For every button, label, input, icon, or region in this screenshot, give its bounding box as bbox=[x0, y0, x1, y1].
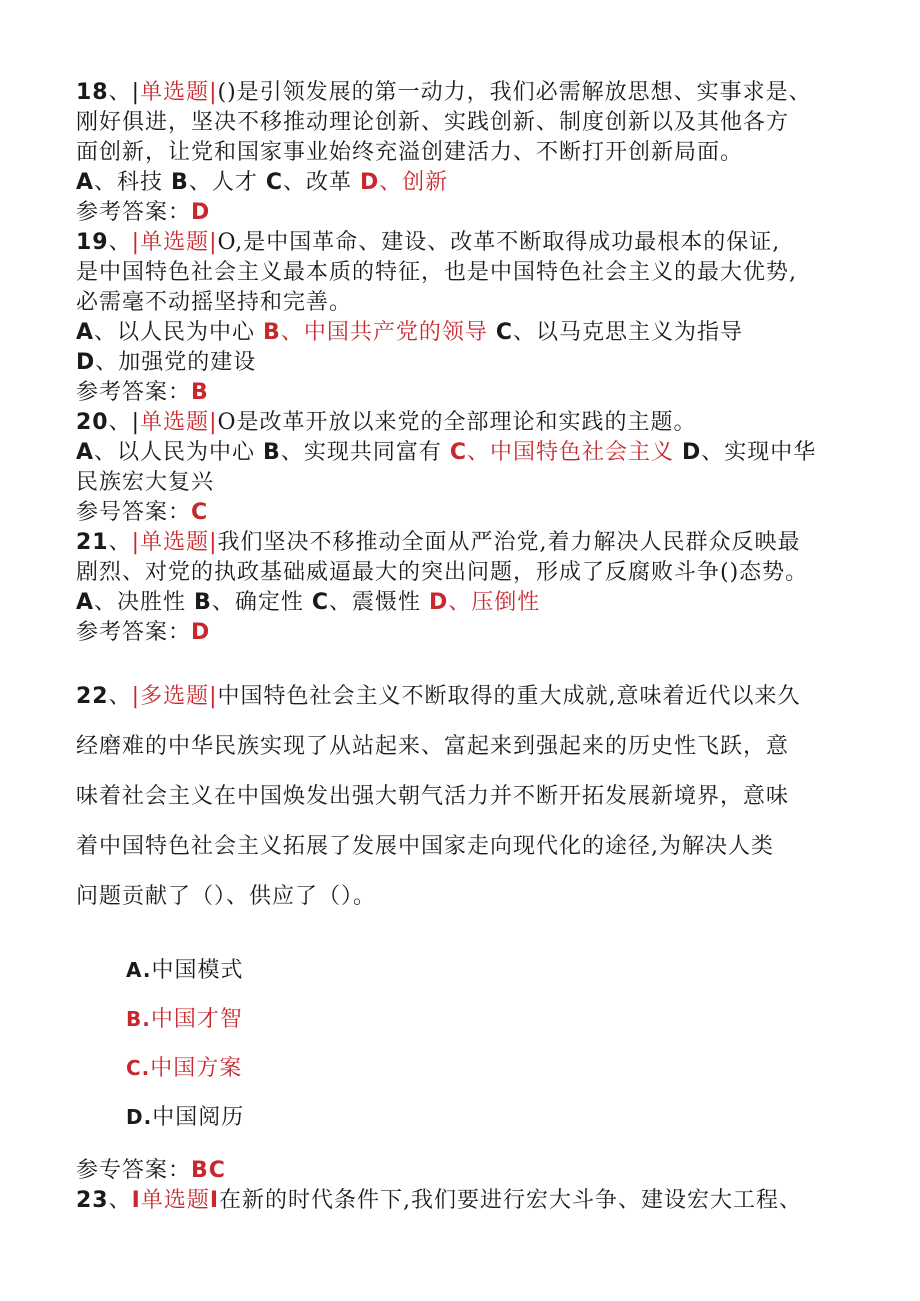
question-line: 19、|单选题|O,是中国革命、建设、改革不断取得成功最根本的保证, bbox=[76, 230, 781, 255]
question-line: 着中国特色社会主义拓展了发展中国家走向现代化的途径,为解决人类 bbox=[76, 834, 774, 859]
option-item: A.中国模式 bbox=[126, 958, 244, 983]
question-line: 20、|单选题|O是改革开放以来党的全部理论和实践的主题。 bbox=[76, 410, 697, 435]
question-text: 在新的时代条件下,我们要进行宏大斗争、建设宏大工程、 bbox=[219, 1188, 803, 1213]
options-list bbox=[76, 946, 866, 1142]
answer-value: BC bbox=[191, 1158, 226, 1183]
question-number: 20 bbox=[76, 410, 109, 435]
correct-option-label: C bbox=[449, 440, 467, 465]
correct-option-text: 、中国特色社会主义 bbox=[467, 440, 675, 465]
answer-value: B bbox=[191, 380, 209, 405]
question-line: 必需毫不动摇坚持和完善。 bbox=[76, 290, 353, 315]
question-line: 18、|单选题|()是引领发展的第一动力，我们必需解放思想、实事求是、 bbox=[76, 80, 812, 105]
answer-line: 参考答案：B bbox=[76, 380, 209, 405]
answer-line: 参考答案：D bbox=[76, 620, 211, 645]
options-line: A、以人民为中心 B、中国共产党的领导 C、以马克思主义为指导 bbox=[76, 320, 744, 345]
question-line: 23、I单选题I在新的时代条件下,我们要进行宏大斗争、建设宏大工程、 bbox=[76, 1188, 803, 1213]
question-text: 中国特色社会主义不断取得的重大成就,意味着近代以来久 bbox=[217, 684, 801, 709]
option-item: D.中国阅历 bbox=[126, 1105, 245, 1130]
question-line: 22、|多选题|中国特色社会主义不断取得的重大成就,意味着近代以来久 bbox=[76, 684, 801, 709]
question-line: 经磨难的中华民族实现了从站起来、富起来到强起来的历史性飞跃，意 bbox=[76, 734, 790, 759]
question-line: 问题贡献了（）、供应了（）。 bbox=[76, 884, 377, 909]
question-20 bbox=[76, 408, 866, 528]
answer-value: D bbox=[191, 200, 211, 225]
question-line: 剧烈、对党的执政基础威逼最大的突出问题，形成了反腐败斗争()态势。 bbox=[76, 560, 809, 585]
correct-option-label: D bbox=[429, 590, 449, 615]
answer-value: C bbox=[191, 500, 209, 525]
option-item-correct: B.中国才智 bbox=[126, 1007, 243, 1032]
question-22 bbox=[76, 672, 866, 922]
question-text: O,是中国革命、建设、改革不断取得成功最根本的保证, bbox=[217, 230, 781, 255]
question-23 bbox=[76, 1186, 866, 1216]
correct-option-label: D bbox=[360, 170, 380, 195]
correct-option-text: 、中国共产党的领导 bbox=[280, 320, 488, 345]
question-line: 是中国特色社会主义最本质的特征，也是中国特色社会主义的最大优势, bbox=[76, 260, 797, 285]
question-text: ()是引领发展的第一动力，我们必需解放思想、实事求是、 bbox=[217, 80, 812, 105]
question-type-tag: 多选题 bbox=[140, 684, 210, 709]
correct-option-label: B bbox=[263, 320, 281, 345]
answer-value: D bbox=[191, 620, 211, 645]
options-line: A、科技 B、人才 C、改革 D、创新 bbox=[76, 170, 449, 195]
question-line: 味着社会主义在中国焕发出强大朝气活力并不断开拓发展新境界，意味 bbox=[76, 784, 790, 809]
question-line: 刚好俱进，坚决不移推动理论创新、实践创新、制度创新以及其他各方 bbox=[76, 110, 790, 135]
question-line: 21、|单选题|我们坚决不移推动全面从严治党,着力解决人民群众反映最 bbox=[76, 530, 801, 555]
question-type-tag: 单选题 bbox=[140, 80, 210, 105]
question-type-tag: 单选题 bbox=[140, 230, 210, 255]
question-type-tag: 单选题 bbox=[140, 410, 210, 435]
question-18 bbox=[76, 78, 866, 228]
document-page bbox=[76, 78, 866, 1216]
options-line: A、决胜性 B、确定性 C、震慑性 D、压倒性 bbox=[76, 590, 541, 615]
question-text: O是改革开放以来党的全部理论和实践的主题。 bbox=[217, 410, 697, 435]
question-number: 18 bbox=[76, 80, 109, 105]
answer-line: 参考答案：D bbox=[76, 200, 211, 225]
answer-line: 参号答案：C bbox=[76, 500, 209, 525]
question-line: 面创新，让党和国家事业始终充溢创建活力、不断打开创新局面。 bbox=[76, 140, 744, 165]
options-line: 民族宏大复兴 bbox=[76, 470, 215, 495]
correct-option-text: 、创新 bbox=[379, 170, 449, 195]
option-item-correct: C.中国方案 bbox=[126, 1056, 243, 1081]
correct-option-text: 、压倒性 bbox=[448, 590, 541, 615]
question-number: 23 bbox=[76, 1188, 109, 1213]
options-line: D、加强党的建设 bbox=[76, 350, 257, 375]
question-number: 21 bbox=[76, 530, 109, 555]
question-type-tag: 单选题 bbox=[140, 1188, 210, 1213]
question-21 bbox=[76, 528, 866, 648]
options-line: A、以人民为中心 B、实现共同富有 C、中国特色社会主义 D、实现中华 bbox=[76, 440, 817, 465]
answer-line: 参专答案：BC bbox=[76, 1158, 226, 1183]
question-type-tag: 单选题 bbox=[140, 530, 210, 555]
question-number: 22 bbox=[76, 684, 109, 709]
question-19 bbox=[76, 228, 866, 408]
question-text: 我们坚决不移推动全面从严治党,着力解决人民群众反映最 bbox=[217, 530, 801, 555]
question-number: 19 bbox=[76, 230, 109, 255]
